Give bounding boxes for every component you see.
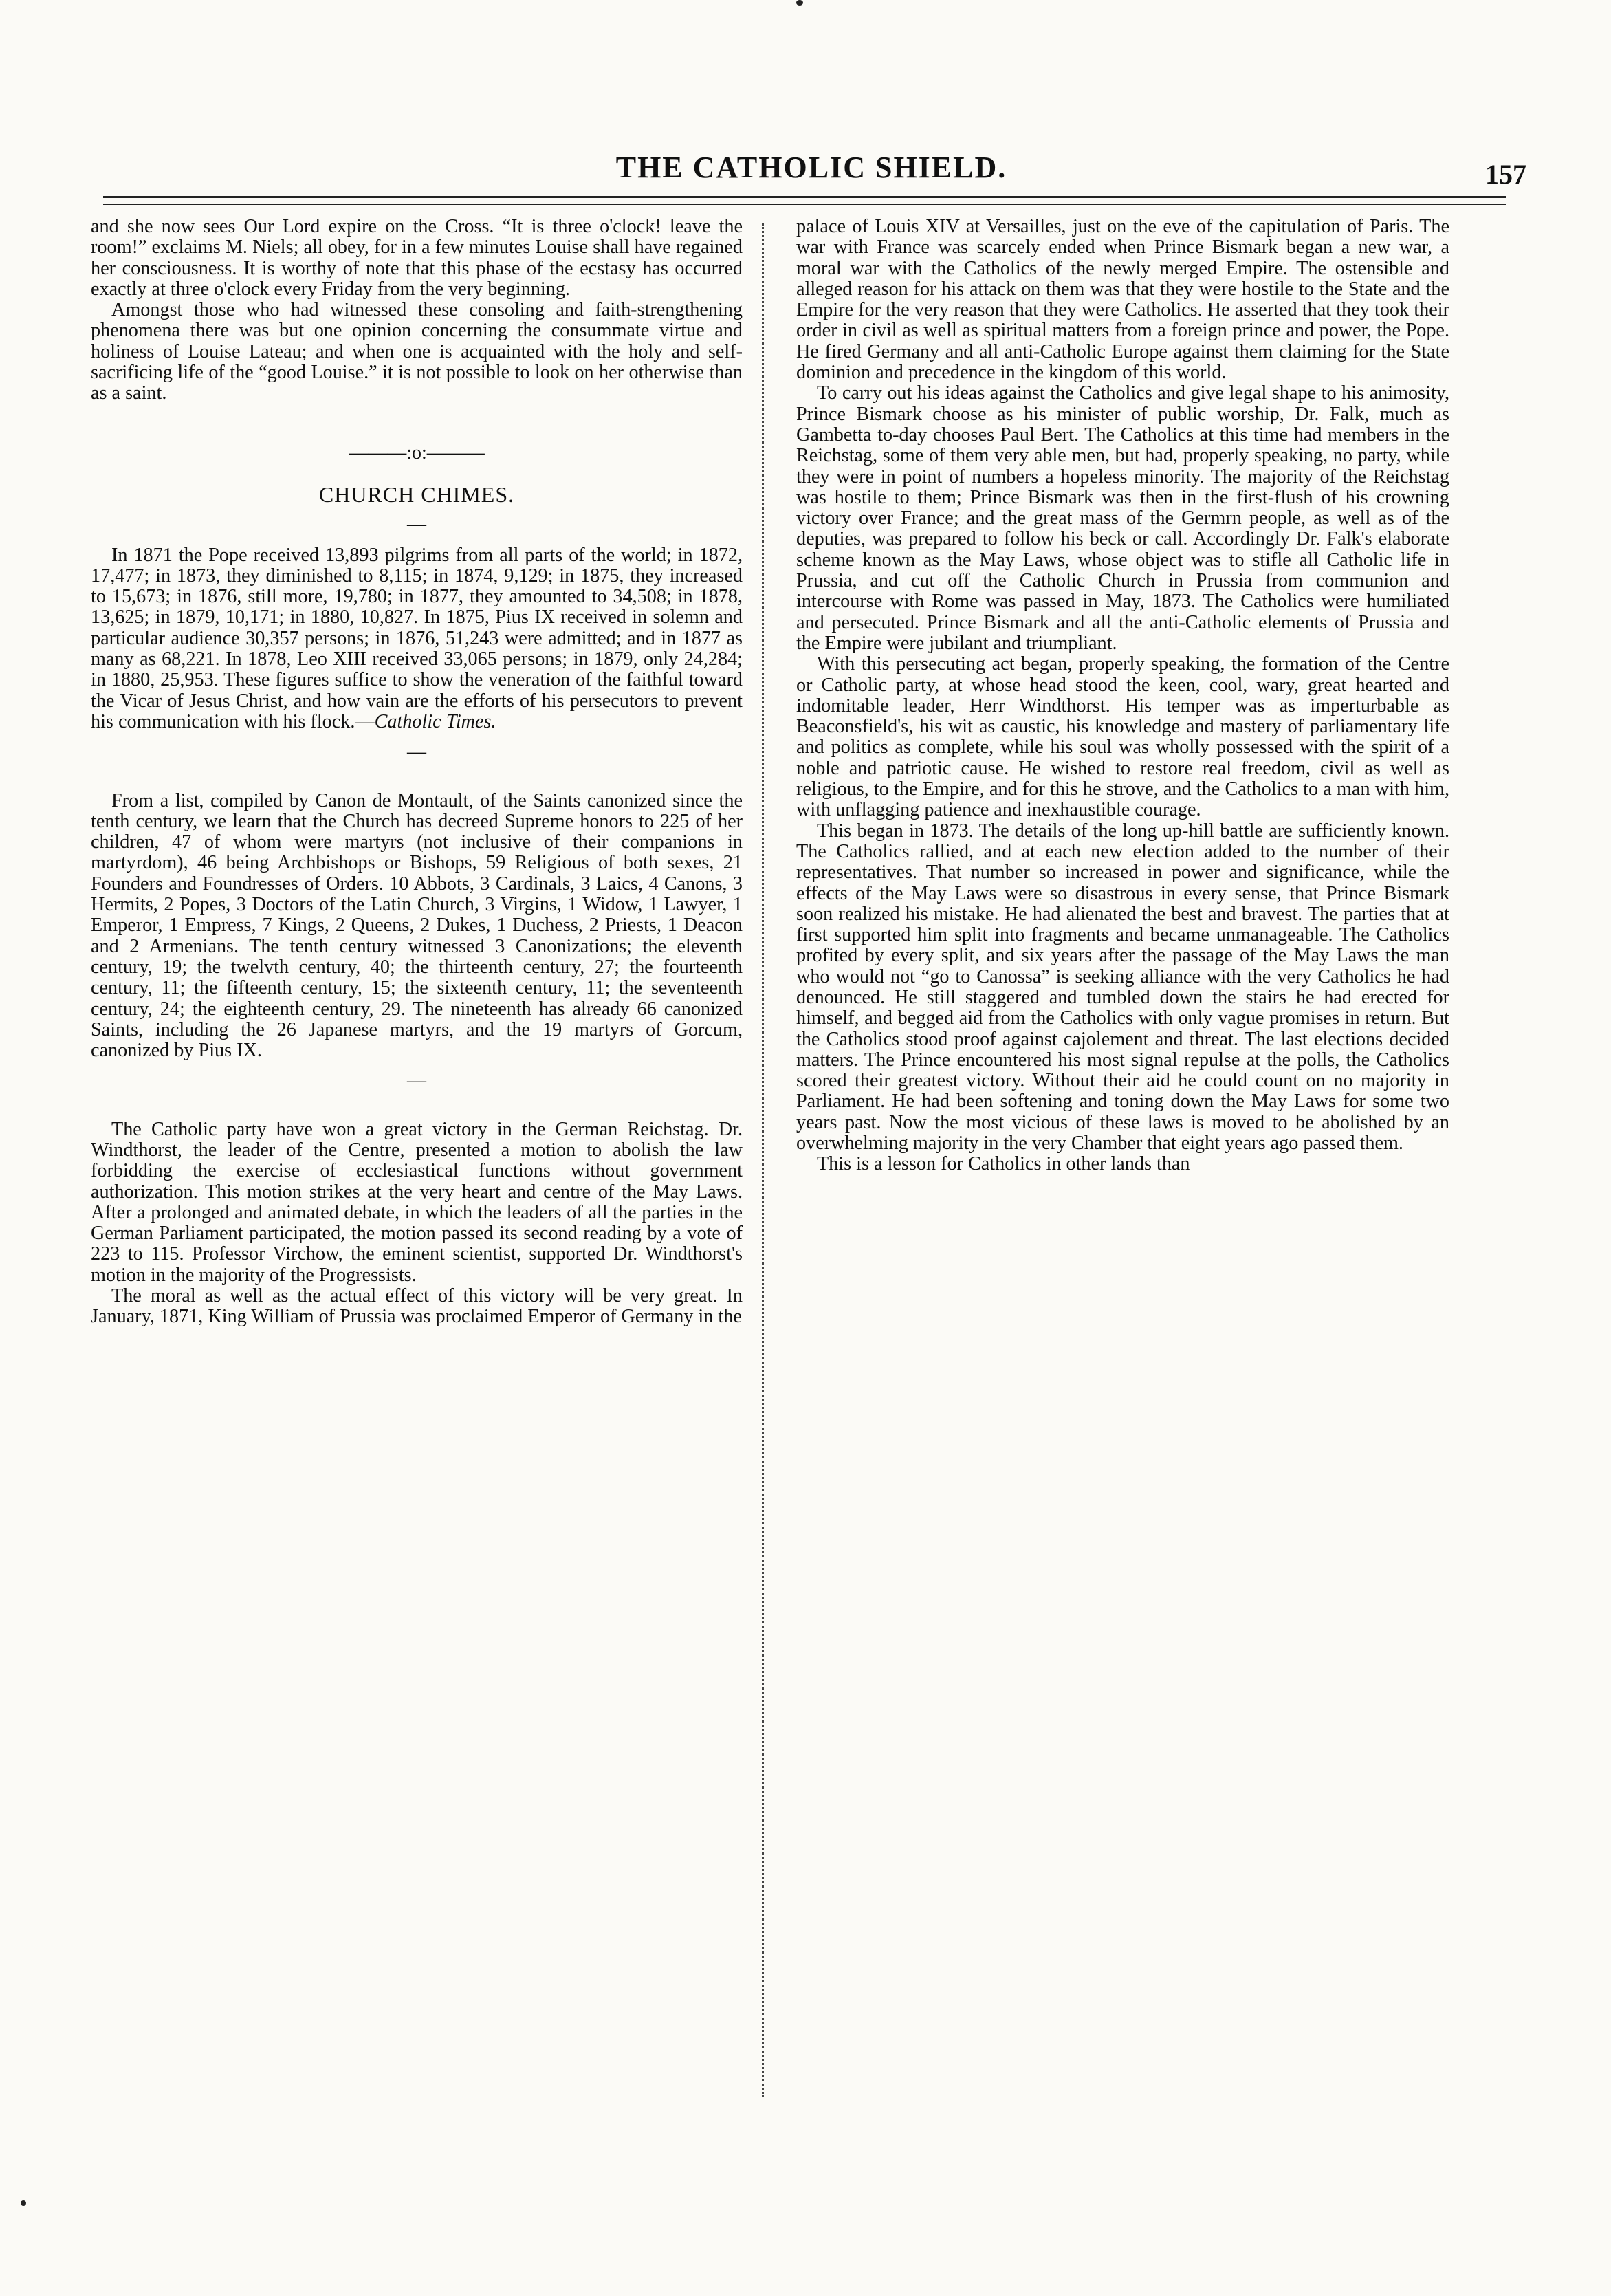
paragraph: From a list, compiled by Canon de Montault, of the Saints canonized since the tenth century, we learn that the Church has decreed Supreme honors to 225 of her children, 47 of whom were martyrs (not inclusive of their companions in martyrdom), 46 being Archbishops or Bishops, 59 Religious of both sexes, 21 Founders and Foundresses of Orders. 10 Abbots, 3 Cardinals, 3 Laics, 4 Canons, 3 Hermits, 2 Popes, 3 Doctors of the Latin Church, 3 Virgins, 1 Widow, 1 Lawyer, 1 Emperor, 1 Empress, 7 Kings, 2 Queens, 2 Dukes, 1 Duchess, 2 Priests, 1 Deacon and 2 Armenians. The tenth century witnessed 3 Canonizations; the eleventh century, 19; the twelvth century, 40; the thirteenth century, 27; the fourteenth century, 11; the fifteenth century, 15; the sixteenth century, 11; the seventeenth century, 24; the eighteenth century, 29. The nineteenth has already 66 canonized Saints, including the 26 Japanese martyrs, and the 19 martyrs of Gorcum, canonized by Pius IX. [91, 789, 743, 1062]
paragraph: With this persecuting act began, properly speaking, the formation of the Centre or Catholic party, at whose head stood the keen, cool, wary, great hearted and indomitable leader, Herr Windthorst. His temper was as imperturbable as Beaconsfield's, his wit as caustic, his knowledge and mastery of parliamentary life and politics as complete, while his soul was wholly possessed with the spirit of a noble and patriotic cause. He wished to restore real freedom, civil as well as religious, to the Empire, and for this he strove, and the Catholics to a man with him, with unflagging patience and inexhaustible courage. [796, 653, 1449, 821]
paragraph-text: In 1871 the Pope received 13,893 pilgrims from all parts of the world; in 1872, 17,477; in 1873, they diminished to 8,115; in 1874, 9,129; in 1875, they increased to 15,673; in 1876, still more, 19,780; in 1877, they amounted to 34,508; in 1878, 13,625; in 1879, 10,171; in 1880, 10,827. In 1875, Pius IX received in solemn and particular audience 30,357 persons; in 1876, 51,243 were admitted; and in 1877 as many as 68,221. In 1878, Leo XIII received 33,065 persons; in 1879, only 24,284; in 1880, 25,953. These figures suffice to show the veneration of the faithful toward the Vicar of Jesus Christ, and how vain are the efforts of his persecutors to prevent his communication with his flock.— [91, 544, 743, 732]
separator-dash: — [407, 1070, 426, 1092]
paragraph: The moral as well as the actual effect of this victory will be very great. In January, 1871, King William of Prussia was proclaimed Emperor of Germany in the [91, 1285, 743, 1328]
paragraph: To carry out his ideas against the Catholics and give legal shape to his animosity, Prince Bismark choose as his minister of public worship, Dr. Falk, much as Gambetta to-day chooses Paul Bert. The Catholics at this time had members in the Reichstag, some of them very able men, but had, properly speaking, no party, while they were in point of numbers a hopeless minority. The majority of the Reichstag was hostile to them; Prince Bismark was then in the first-flush of his crowning victory over France; and the great mass of the Germrn people, as well as of the deputies, was prepared to follow his beck or call. Accordingly Dr. Falk's elaborate scheme known as the May Laws, whose object was to stifle all Catholic life in Prussia, and cut off the Catholic Church in Prussia from communion and intercourse with Rome was passed in May, 1873. The Catholics were humiliated and persecuted. Prince Bismark and all the anti-Catholic elements of Prussia and the Empire were jubilant and triumpliant. [796, 382, 1449, 654]
right-column [796, 217, 1449, 1175]
spacer [91, 1102, 743, 1119]
source-citation: Catholic Times. [374, 710, 496, 732]
header-rule [103, 196, 1506, 198]
paragraph: palace of Louis XIV at Versailles, just on the eve of the capitulation of Paris. The war with France was scarcely ended when Prince Bismark began a new war, a moral war with the Catholics of the newly merged Empire. The ostensible and alleged reason for his attack on them was that they were hostile to the State and the Empire for the very reason that they were Catholics. He asserted that they took their order in civil as well as spiritual matters from a foreign prince and power, the Pope. He fired Germany and all anti-Catholic Europe against them claiming for the State dominion and precedence in the kingdom of this world. [796, 216, 1449, 384]
section-ornament: ———:o:——— [349, 441, 485, 463]
paragraph: This began in 1873. The details of the long up-hill battle are sufficiently known. The Catholics rallied, and at each new election added to the number of their representatives. That number so increased in power and significance, while the effects of the May Laws were so disastrous in every sense, that Prince Bismark soon realized his mistake. He had alienated the best and bravest. The parties that at first supported him split into fragments and became unmanageable. The Catholics profited by every split, and six years after the passage of the May Laws the man who would not “go to Canossa” is seeking alliance with the very Catholics he had denounced. He still staggered and tumbled down the stairs he had erected for himself, and begged aid from the Catholics with only vague promises in return. But the Catholics stood proof against cajolement and threat. The last elections decided matters. The Prince encountered his most signal repulse at the polls, the Catholics scored their greatest victory. Without their aid he could count on no majority in Parliament. He had been softening and toning down the May Laws for some two years past. Now the most vicious of these laws is moved to be abolished by an overwhelming majority in the very Chamber that eight years ago passed them. [796, 820, 1449, 1155]
scan-speck [796, 0, 803, 6]
column-divider [762, 223, 764, 2097]
paragraph: This is a lesson for Catholics in other lands than [817, 1153, 1190, 1175]
scan-speck [21, 2200, 26, 2206]
section-heading: CHURCH CHIMES. [318, 481, 515, 507]
left-column [91, 217, 743, 1328]
separator-dash: — [407, 514, 426, 536]
spacer [91, 773, 743, 791]
paragraph: The Catholic party have won a great victory in the German Reichstag. Dr. Windthorst, the leader of the Centre, presented a motion to abolish the law forbidding the exercise of ecclesiastical functions without government authorization. This motion strikes at the very heart and centre of the May Laws. After a prolonged and animated debate, in which the leaders of all the parties in the German Parliament participated, the motion passed its second reading by a vote of 223 to 115. Professor Virchow, the eminent scientist, supported Dr. Windthorst's motion in the majority of the Progressists. [91, 1118, 743, 1286]
page-number: 157 [1485, 159, 1526, 190]
separator-dash: — [407, 741, 426, 763]
paragraph: and she now sees Our Lord expire on the Cross. “It is three o'clock! leave the room!” exclaims M. Niels; all obey, for in a few minutes Louise shall have regained her consciousness. It is worthy of note that this phase of the ecstasy has occurred exactly at three o'clock every Friday from the very beginning. [91, 216, 743, 300]
paragraph [91, 545, 743, 733]
page-title: THE CATHOLIC SHIELD. [615, 151, 1007, 184]
header-rule-thin [103, 204, 1506, 205]
paragraph: Amongst those who had witnessed these consoling and faith-strengthening phenomena there was but one opinion concerning the consummate virtue and holiness of Louise Lateau; and when one is acquainted with the holy and self-sacrificing life of the “good Louise.” it is not possible to look on her otherwise than as a saint. [91, 299, 743, 404]
